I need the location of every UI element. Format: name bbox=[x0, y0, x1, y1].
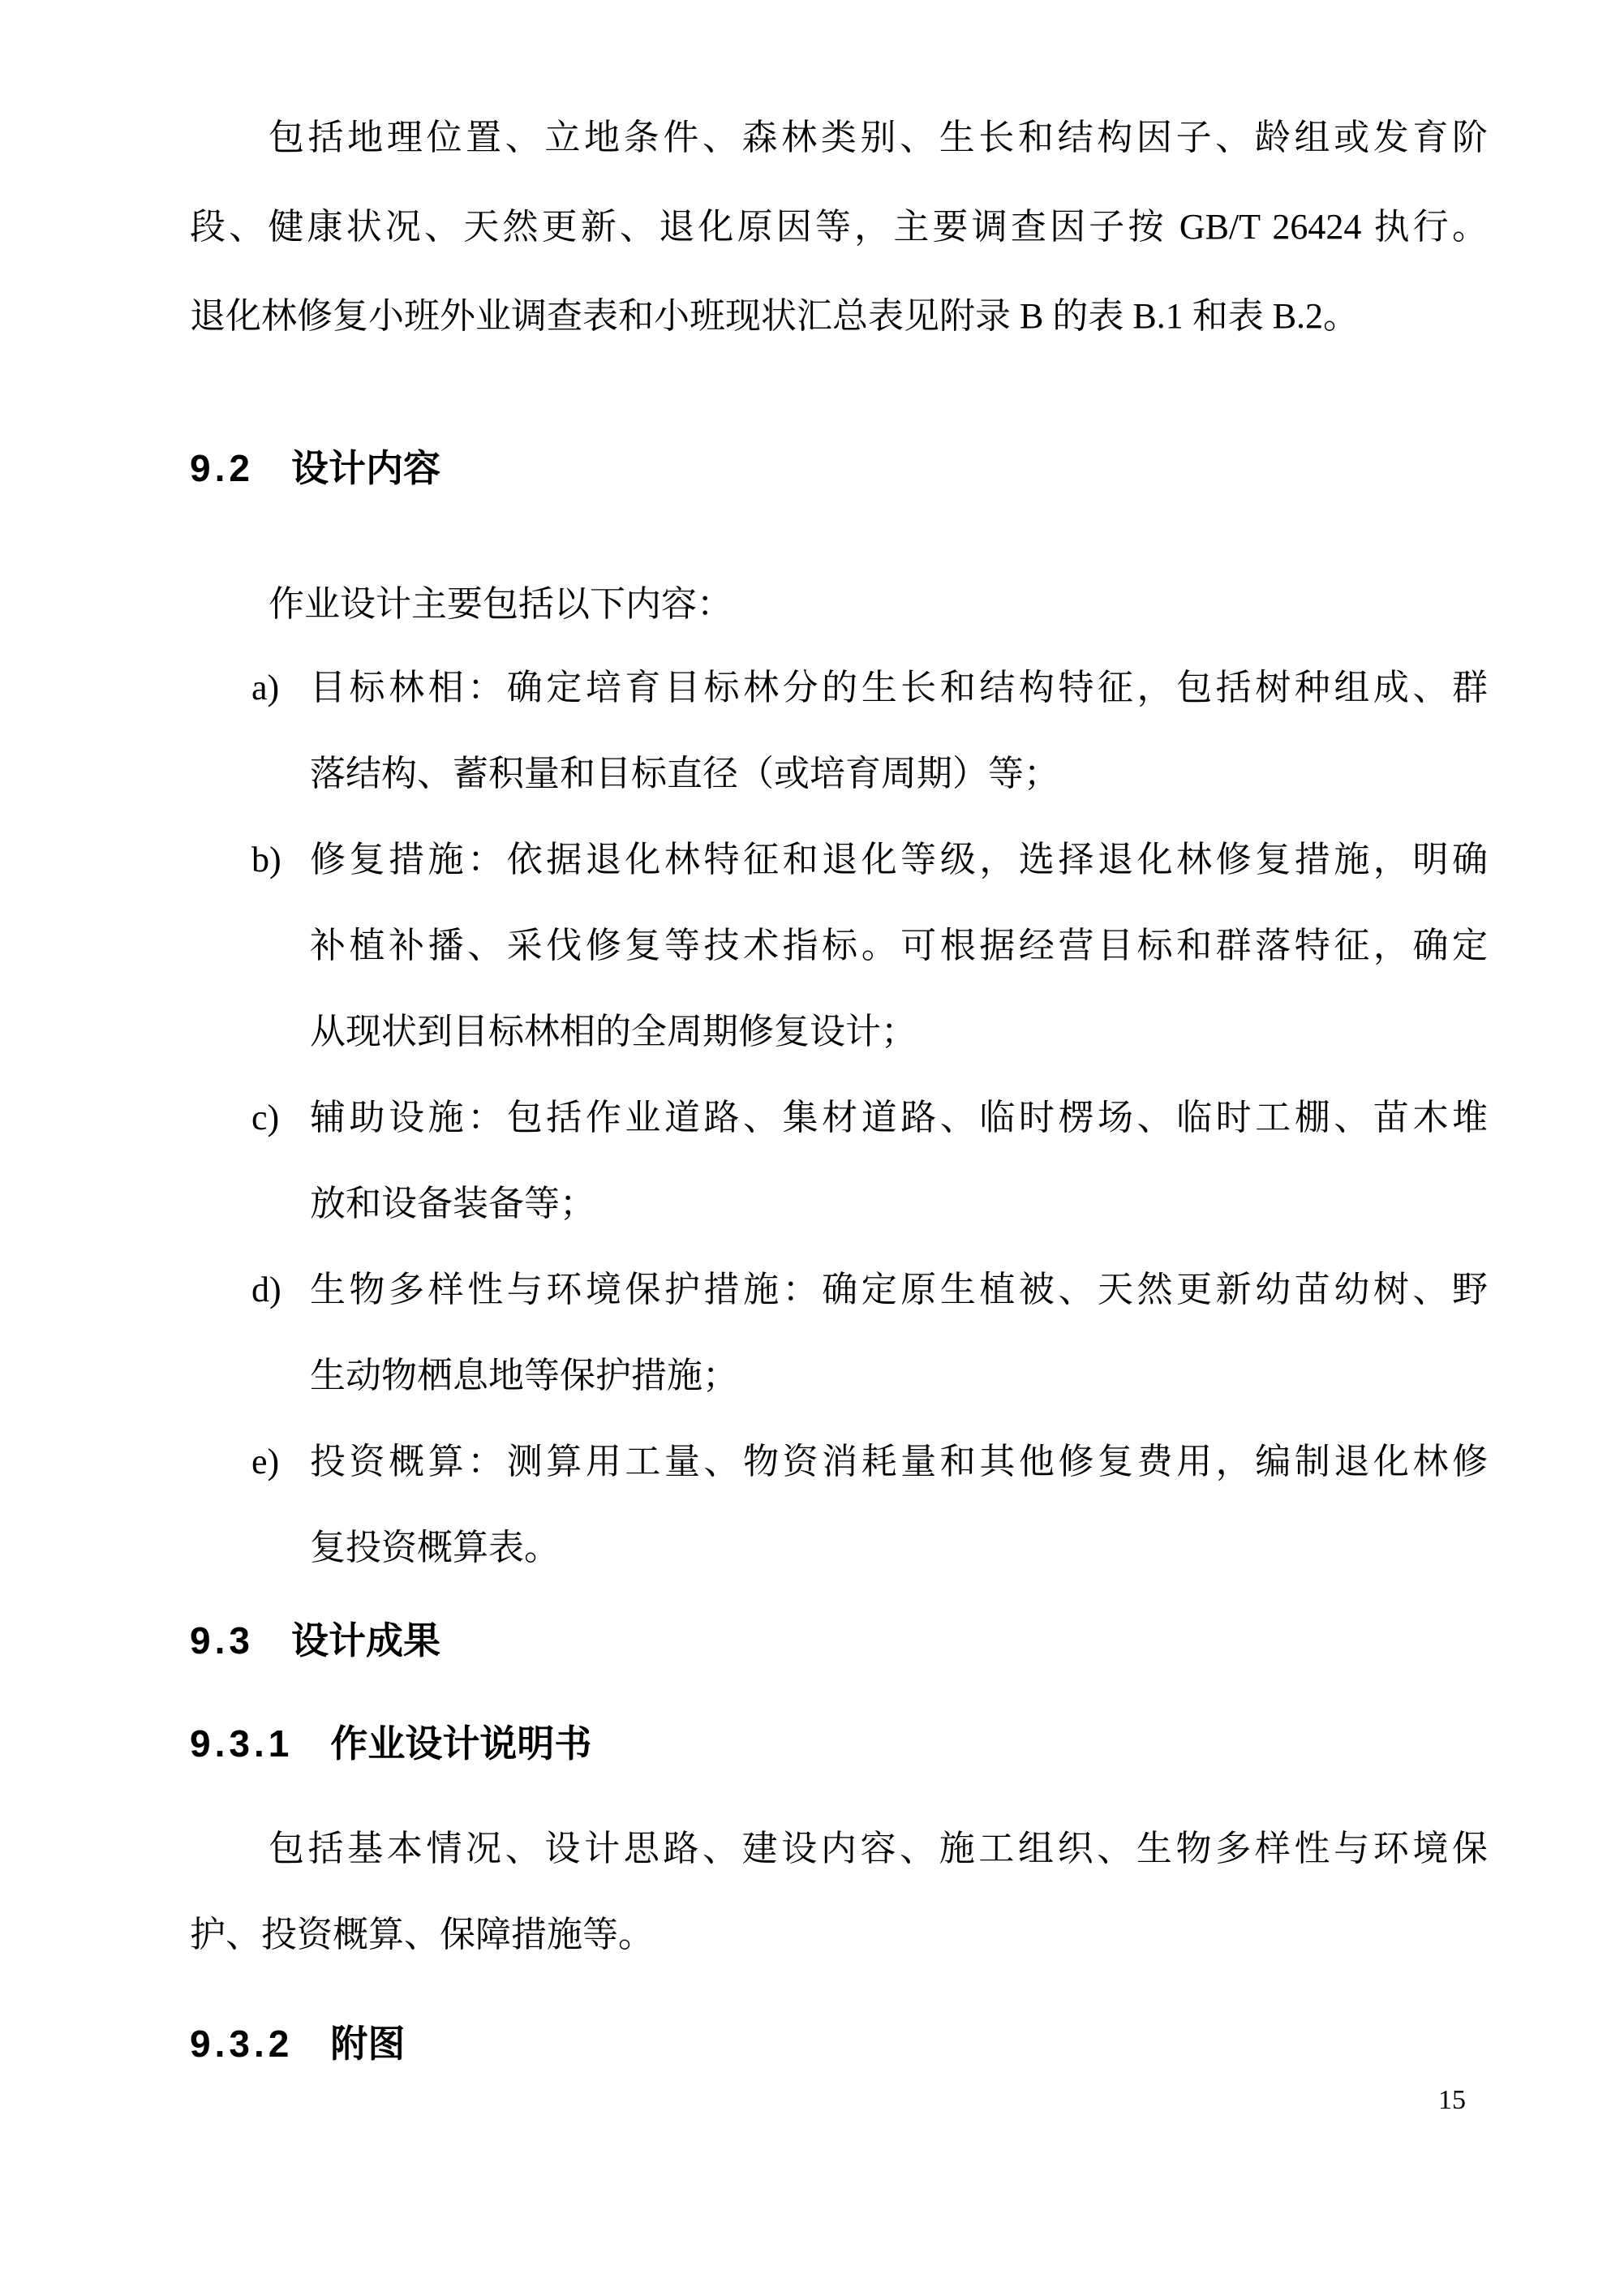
list-item-b bbox=[190, 817, 1488, 1075]
section-title: 作业设计说明书 bbox=[330, 1722, 592, 1765]
section-number: 9.2 bbox=[190, 447, 254, 489]
paragraph-design-intro bbox=[190, 560, 1488, 649]
list-marker: e) bbox=[251, 1442, 280, 1481]
list-item-line: 补植补播、采伐修复等技术指标。可根据经营目标和群落特征，确定 bbox=[310, 926, 1488, 965]
list-item-e bbox=[190, 1419, 1488, 1591]
section-title: 附图 bbox=[330, 2023, 406, 2065]
section-number: 9.3.2 bbox=[190, 2023, 294, 2065]
list-marker: c) bbox=[251, 1098, 280, 1137]
list-item-line: 辅助设施：包括作业道路、集材道路、临时楞场、临时工棚、苗木堆 bbox=[310, 1098, 1488, 1137]
paragraph-line: 护、投资概算、保障措施等。 bbox=[190, 1915, 654, 1954]
section-number: 9.3.1 bbox=[190, 1722, 294, 1765]
list-item-line: 放和设备装备等； bbox=[310, 1184, 595, 1223]
section-heading-9-3 bbox=[190, 1596, 1488, 1685]
list-item-d bbox=[190, 1247, 1488, 1419]
list-item-line: 落结构、蓄积量和目标直径（或培育周期）等； bbox=[310, 754, 1059, 793]
paragraph-line: 段、健康状况、天然更新、退化原因等，主要调查因子按 GB/T 26424 执行。 bbox=[190, 207, 1488, 247]
section-title: 设计成果 bbox=[290, 1619, 440, 1662]
page-number: 15 bbox=[1438, 2085, 1466, 2115]
list-item-line: 投资概算：测算用工量、物资消耗量和其他修复费用，编制退化林修 bbox=[310, 1442, 1488, 1481]
list-marker: a) bbox=[251, 668, 280, 707]
list-marker: b) bbox=[251, 840, 281, 879]
list-item-line: 复投资概算表。 bbox=[310, 1528, 560, 1567]
section-heading-9-3-2 bbox=[190, 1999, 1488, 2088]
section-number: 9.3 bbox=[190, 1619, 254, 1662]
section-title: 设计内容 bbox=[290, 447, 440, 489]
list-marker: d) bbox=[251, 1270, 281, 1309]
section-heading-9-3-1 bbox=[190, 1699, 1488, 1788]
list-item-line: 生动物栖息地等保护措施； bbox=[310, 1356, 738, 1395]
list-item-line: 目标林相：确定培育目标林分的生长和结构特征，包括树种组成、群 bbox=[310, 668, 1488, 707]
list-item-line: 修复措施：依据退化林特征和退化等级，选择退化林修复措施，明确 bbox=[310, 840, 1488, 879]
list-item-line: 生物多样性与环境保护措施：确定原生植被、天然更新幼苗幼树、野 bbox=[310, 1270, 1488, 1309]
paragraph-line: 包括地理位置、立地条件、森林类别、生长和结构因子、龄组或发育阶 bbox=[269, 118, 1488, 157]
list-item-line: 从现状到目标林相的全周期修复设计； bbox=[310, 1012, 917, 1051]
paragraph-line: 退化林修复小班外业调查表和小班现状汇总表见附录 B 的表 B.1 和表 B.2。 bbox=[190, 296, 1360, 336]
paragraph-description bbox=[190, 1806, 1488, 1978]
design-content-list bbox=[190, 645, 1488, 1591]
paragraph-line: 作业设计主要包括以下内容： bbox=[269, 584, 733, 624]
paragraph-line: 包括基本情况、设计思路、建设内容、施工组织、生物多样性与环境保 bbox=[269, 1829, 1488, 1868]
paragraph-survey-factors bbox=[190, 93, 1488, 361]
list-item-c bbox=[190, 1075, 1488, 1247]
section-heading-9-2 bbox=[190, 424, 1488, 513]
list-item-a bbox=[190, 645, 1488, 817]
